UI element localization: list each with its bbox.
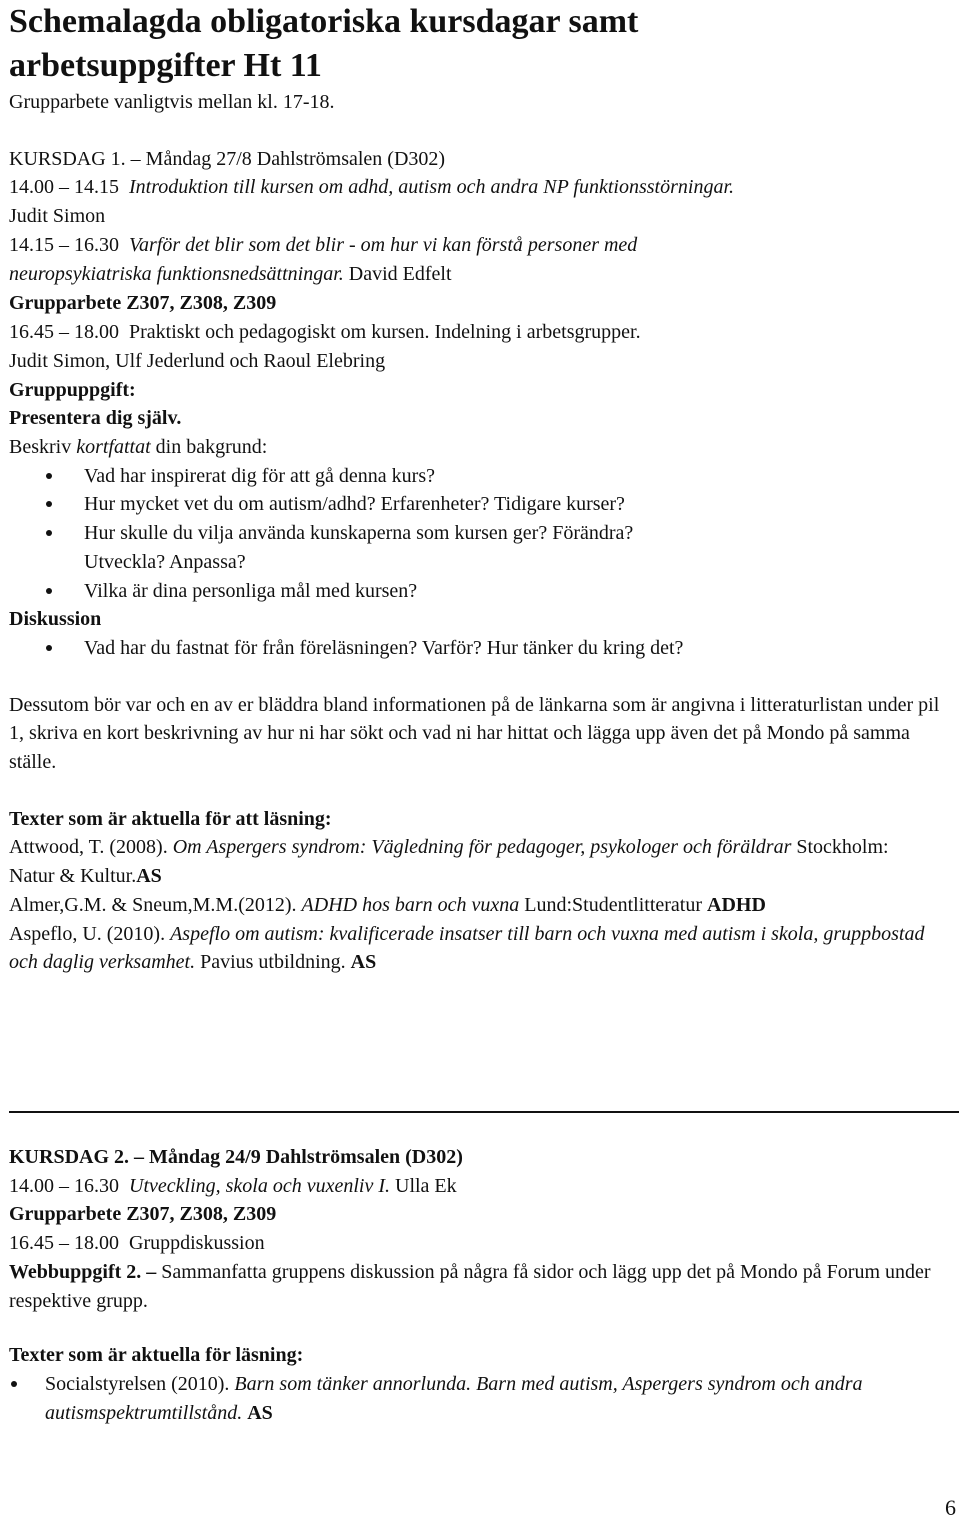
day1-session2: [9, 231, 949, 260]
reading-title: ADHD hos barn och vuxna: [301, 893, 520, 916]
reading-tag: AS: [350, 951, 377, 974]
instructions-paragraph: Dessutom bör var och en av er bläddra bland informationen på de länkarna som är angivna i litteraturlistan under pil 1, skriva en kort beskrivning av hur ni har sökt och vad ni har hittat och lägga upp även det på Mondo på samma ställe.: [9, 693, 940, 774]
web-task-label: Webbuppgift 2. –: [9, 1260, 157, 1283]
session-time: 14.00 – 16.30: [9, 1174, 119, 1197]
day1-session3-teachers: Judit Simon, Ulf Jederlund och Raoul Elebring: [9, 349, 386, 372]
day2-reading-list: [9, 1370, 949, 1427]
session-time: 16.45 – 18.00: [9, 1232, 119, 1255]
reading-author: Attwood, T. (2008).: [9, 836, 168, 859]
reading-item: [9, 833, 949, 890]
reading-item: [9, 920, 949, 977]
reading-tag: AS: [136, 865, 162, 888]
discussion-list: [9, 634, 949, 663]
reading-title: Om Aspergers syndrom: Vägledning för pedagoger, psykologer och föräldrar: [172, 836, 792, 859]
web-task: [9, 1258, 949, 1315]
reading-publisher: Lund:Studentlitteratur: [524, 893, 703, 916]
task-question-list: [9, 462, 949, 606]
session-time: 14.15 – 16.30: [9, 233, 119, 256]
title-line-1: Schemalagda obligatoriska kursdagar samt: [9, 3, 639, 40]
readings-label: Texter som är aktuella för att läsning:: [9, 807, 332, 830]
reading-item: [9, 891, 889, 920]
web-task-text: Sammanfatta gruppens diskussion på några få sidor och lägg upp det på Mondo på Forum under respektive grupp.: [9, 1260, 931, 1312]
session-title-cont: neuropsykiatriska funktionsnedsättningar.: [9, 262, 344, 285]
describe-a: Beskriv: [9, 436, 72, 459]
list-item: [9, 1370, 949, 1427]
session-title: Praktiskt och pedagogiskt om kursen. Indelning i arbetsgrupper.: [129, 321, 641, 344]
day2-heading: KURSDAG 2. – Måndag 24/9 Dahlströmsalen (D302): [9, 1146, 463, 1168]
list-item: Vad har du fastnat för från föreläsningen? Varför? Hur tänker du kring det?: [9, 634, 949, 663]
reading-author: Almer,G.M. & Sneum,M.M.(2012).: [9, 893, 297, 916]
day2-session2: [9, 1229, 949, 1258]
section-divider: [9, 1111, 959, 1113]
day1-heading: KURSDAG 1. – Måndag 27/8 Dahlströmsalen (D302): [9, 147, 446, 170]
reading-author: Socialstyrelsen (2010).: [45, 1372, 230, 1395]
session-title: Utveckling, skola och vuxenliv I.: [129, 1174, 390, 1197]
session-title: Introduktion till kursen om adhd, autism och andra NP funktionsstörningar.: [129, 176, 735, 199]
describe-b: kortfattat: [76, 436, 151, 459]
session-time: 16.45 – 18.00: [9, 321, 119, 344]
reading-title: Barn som tänker annorlunda. Barn med autism, Aspergers syndrom och andra autismspektrumtillstånd.: [45, 1372, 863, 1424]
page-content: [9, 0, 949, 977]
spacer: [9, 777, 949, 805]
discussion-label: Diskussion: [9, 608, 102, 631]
reading-publisher: Pavius utbildning.: [200, 951, 346, 974]
reading-tag: AS: [247, 1401, 273, 1424]
reading-author: Aspeflo, U. (2010).: [9, 922, 166, 945]
session-teacher: David Edfelt: [348, 262, 452, 285]
spacer: [9, 663, 949, 691]
session-title: Varför det blir som det blir - om hur vi kan förstå personer med: [129, 233, 638, 256]
session-teacher: Ulla Ek: [395, 1174, 457, 1197]
task-label: Gruppuppgift:: [9, 378, 136, 401]
describe-line: [9, 433, 949, 462]
reading-tag: ADHD: [707, 893, 766, 916]
day2-readings-label: Texter som är aktuella för läsning:: [9, 1344, 304, 1367]
title-line-2: arbetsuppgifter Ht 11: [9, 47, 322, 84]
day2-session1: [9, 1172, 949, 1201]
day1-session1: [9, 173, 949, 202]
list-item: Hur mycket vet du om autism/adhd? Erfarenheter? Tidigare kurser?: [9, 490, 949, 519]
day1-session2-cont: [9, 260, 949, 289]
spacer: [9, 1315, 949, 1341]
day1-session1-teacher: Judit Simon: [9, 205, 106, 228]
document-title: [9, 0, 949, 88]
spacer: [9, 117, 949, 145]
session-title: Gruppdiskussion: [129, 1232, 265, 1255]
list-item: Hur skulle du vilja använda kunskaperna som kursen ger? Förändra? Utveckla? Anpassa?: [9, 519, 684, 576]
reading-title: Aspeflo om autism: kvalificerade insatser till barn och vuxna med autism i skola, gruppbostad och daglig verksamhet.: [9, 922, 925, 974]
day2-group-rooms: Grupparbete Z307, Z308, Z309: [9, 1203, 277, 1226]
list-item: Vilka är dina personliga mål med kursen?: [9, 577, 949, 606]
list-item: Vad har inspirerat dig för att gå denna kurs?: [9, 462, 949, 491]
session-time: 14.00 – 14.15: [9, 176, 119, 199]
task-title: Presentera dig själv.: [9, 407, 182, 430]
subtitle: Grupparbete vanligtvis mellan kl. 17-18.: [9, 91, 335, 113]
describe-c: din bakgrund:: [155, 436, 268, 459]
page-number: 6: [945, 1495, 956, 1520]
reading-publisher: Stockholm: Natur & Kultur.: [9, 836, 889, 888]
day1-session3: [9, 318, 949, 347]
day1-group-rooms: Grupparbete Z307, Z308, Z309: [9, 292, 277, 315]
day2-section: [9, 1143, 949, 1427]
